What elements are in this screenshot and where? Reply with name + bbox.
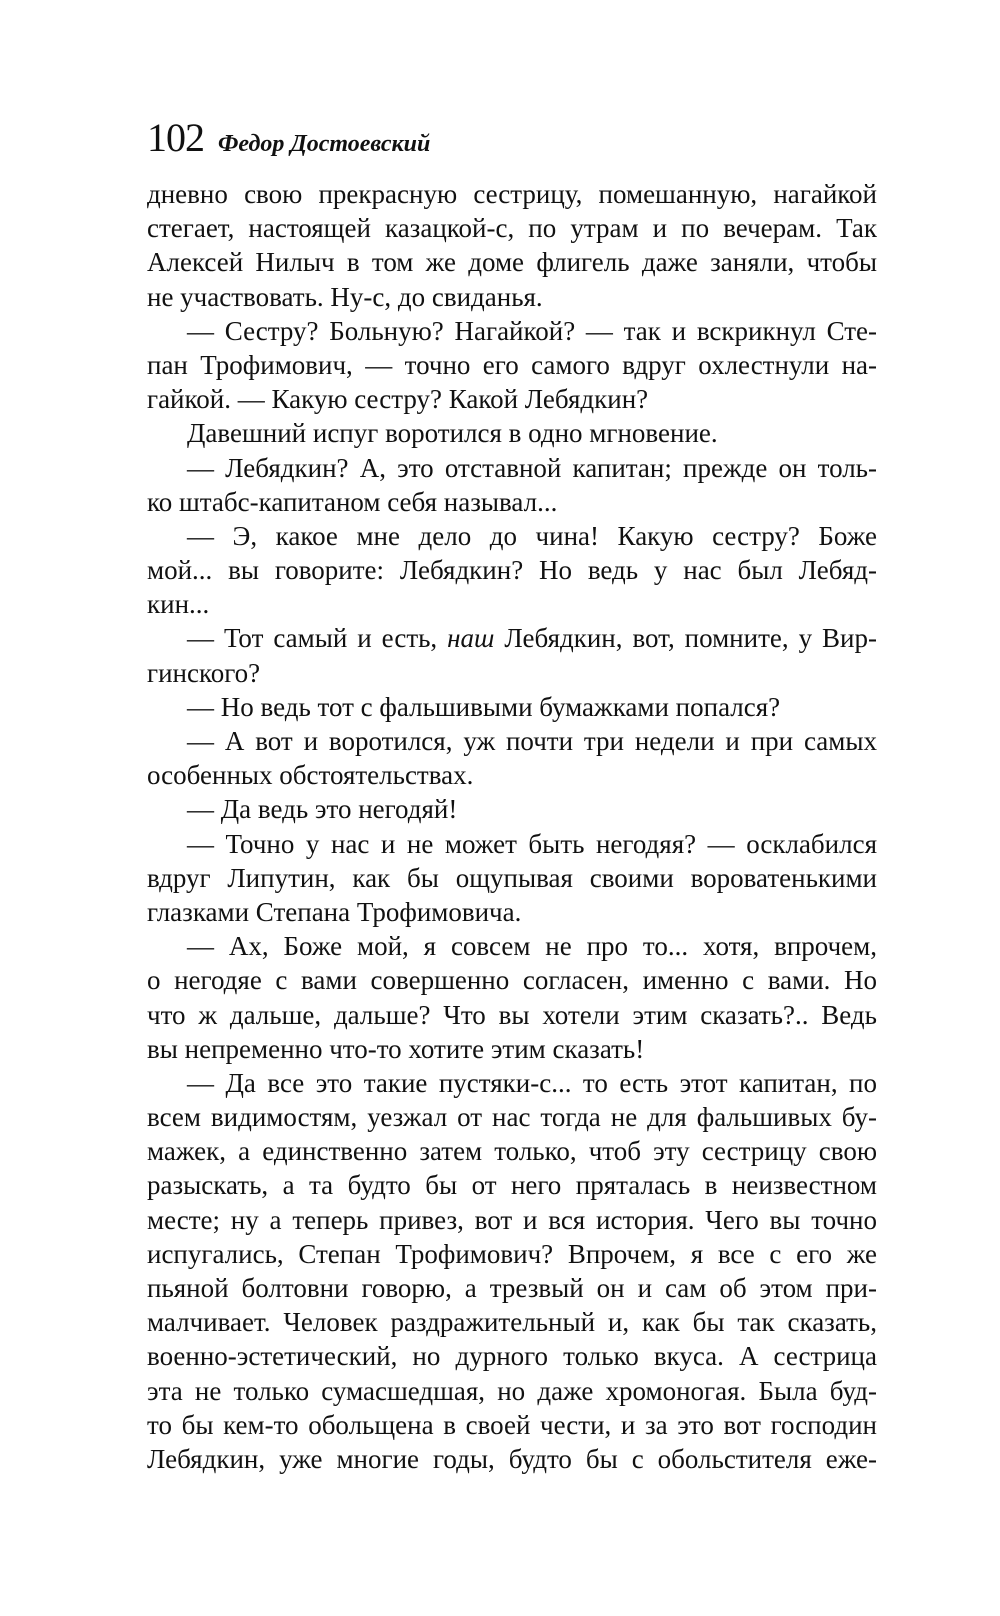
text-line: месте; ну а теперь привез, вот и вся история. Чего вы точно bbox=[147, 1204, 877, 1235]
text-line: мой... вы говорите: Лебядкин? Но ведь у нас был Лебяд- bbox=[147, 555, 877, 586]
text-segment: — Тот самый и есть, bbox=[187, 623, 448, 654]
text-line: — Да все это такие пустяки-с... то есть этот капитан, по bbox=[187, 1067, 877, 1098]
text-line: эта не только сумасшедшая, но даже хромоногая. Была буд- bbox=[147, 1375, 877, 1406]
text-line: гайкой. — Какую сестру? Какой Лебядкин? bbox=[147, 384, 649, 415]
text-line: о негодяе с вами совершенно согласен, именно с вами. Но bbox=[147, 965, 877, 996]
running-head: Федор Достоевский bbox=[218, 131, 431, 157]
text-segment: Лебядкин, вот, помните, у Вир- bbox=[494, 623, 877, 654]
text-line: — Э, какое мне дело до чина! Какую сестру? Боже bbox=[187, 520, 877, 551]
text-line: — Сестру? Больную? Нагайкой? — так и вскрикнул Сте- bbox=[187, 315, 877, 346]
text-line: ко штабс-капитаном себя называл... bbox=[147, 486, 558, 517]
text-line: мажек, а единственно затем только, чтоб эту сестрицу свою bbox=[147, 1136, 877, 1167]
text-line: всем видимостям, уезжал от нас тогда не для фальшивых бу- bbox=[147, 1102, 877, 1133]
text-line: вдруг Липутин, как бы ощупывая своими вороватенькими bbox=[147, 862, 877, 893]
text-line: особенных обстоятельствах. bbox=[147, 760, 474, 791]
text-line: — Точно у нас и не может быть негодяя? — осклабился bbox=[187, 828, 877, 859]
text-line: — Но ведь тот с фальшивыми бумажками попался? bbox=[187, 691, 781, 722]
text-line: стегает, настоящей казацкой-с, по утрам и по вечерам. Так bbox=[147, 213, 877, 244]
text-line: глазками Степана Трофимовича. bbox=[147, 896, 522, 927]
text-line: не участвовать. Ну-с, до свиданья. bbox=[147, 281, 543, 312]
body-text bbox=[147, 177, 877, 1476]
text-line: пьяной болтовни говорю, а трезвый он и сам об этом при- bbox=[147, 1273, 877, 1303]
text-line: что ж дальше, дальше? Что вы хотели этим сказать?.. Ведь bbox=[147, 999, 877, 1030]
page-number: 102 bbox=[147, 115, 204, 160]
text-line: испугались, Степан Трофимович? Впрочем, я все с его же bbox=[147, 1238, 877, 1269]
text-line: малчивает. Человек раздражительный и, как бы так сказать, bbox=[147, 1307, 877, 1338]
text-line: пан Трофимович, — точно его самого вдруг охлестнули на- bbox=[147, 349, 877, 380]
text-line: — А вот и воротился, уж почти три недели и при самых bbox=[187, 726, 877, 756]
text-line: гинского? bbox=[147, 657, 261, 688]
text-line: то бы кем-то обольщена в своей чести, и за это вот господин bbox=[147, 1409, 877, 1440]
text-line: Алексей Нилыч в том же доме флигель даже заняли, чтобы bbox=[147, 247, 877, 278]
text-line: разыскать, а та будто бы от него пряталась в неизвестном bbox=[147, 1170, 877, 1201]
text-line: военно-эстетический, но дурного только вкуса. А сестрица bbox=[147, 1341, 877, 1372]
text-line: Давешний испуг воротился в одно мгновение. bbox=[187, 418, 718, 449]
page-header bbox=[147, 112, 430, 164]
text-line: кин... bbox=[147, 589, 210, 620]
emphasized-word: наш bbox=[447, 623, 495, 654]
text-line: вы непременно что-то хотите этим сказать! bbox=[147, 1033, 645, 1064]
text-line: — Лебядкин? А, это отставной капитан; прежде он толь- bbox=[187, 452, 877, 483]
text-line: — Да ведь это негодяй! bbox=[187, 794, 458, 825]
text-line: дневно свою прекрасную сестрицу, помешанную, нагайкой bbox=[147, 179, 877, 209]
text-line: Лебядкин, уже многие годы, будто бы с обольстителя еже- bbox=[147, 1443, 877, 1474]
text-line: — Ах, Боже мой, я совсем не про то... хотя, впрочем, bbox=[187, 931, 877, 962]
text-line bbox=[147, 621, 877, 655]
